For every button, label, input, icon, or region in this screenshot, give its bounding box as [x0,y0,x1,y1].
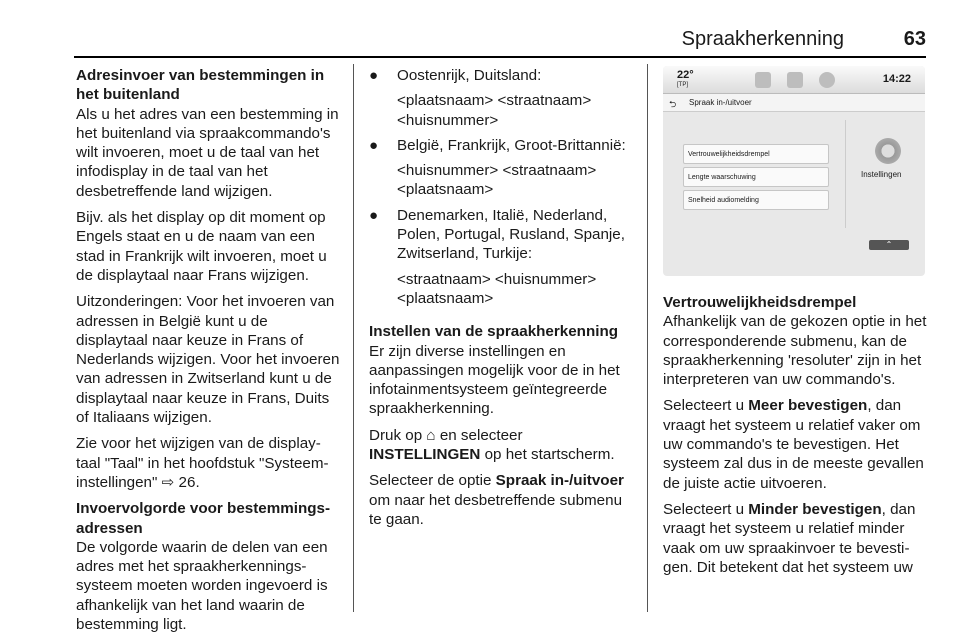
tp-indicator: [TP] [677,82,689,88]
address-format: <huisnummer> <straatnaam> <plaatsnaam> [397,162,597,199]
paragraph: Zie voor het wijzigen van de displaytaal "Taal" in het hoofdstuk "Systeeminstellingen" ⇨ 26. [76,435,329,491]
paragraph: Er zijn diverse instellingen en aanpassingen mogelijk voor de in het infotainmentsysteem geïntegreerde spraakherkenning. [369,342,620,418]
column-3 [663,293,927,584]
paragraph: Druk op ⌂ en selecteer INSTELLINGEN op het startscherm. [369,426,615,464]
paragraph: De volgorde waarin de delen van een adres met het spraakherkenningssysteem moeten worden ingevoerd is afhankelijk van het land waarin de bestemming ligt. [76,538,328,634]
address-format: <plaatsnaam> <straatnaam> <huisnummer> [397,92,592,129]
chevron-up-icon: ⌃ [869,240,909,250]
paragraph: Bijv. als het display op dit moment op Engels staat en u de naam van een stad in Frankrijk wilt invoeren, moet u de displaytaal naar Frans wijzigen. [76,209,327,284]
column-1 [76,66,340,641]
list-item: ● Oostenrijk, Duitsland: [369,67,542,84]
bullet-icon: ● [369,206,379,224]
circle-icon [819,72,835,88]
list-item: ● België, Frankrijk, Groot-Brittannië: [369,136,626,154]
back-icon: ⮌ [669,99,677,109]
clock: 14:22 [882,73,911,85]
paragraph: Selecteert u Meer bevestigen, dan vraagt het systeem u relatief vaker om uw commando's te bevestigen. Het systeem zal dus in de meeste gevallen de juiste actie uitvoeren. [663,397,924,492]
screen-status-bar [663,66,925,94]
screen-menu-item: Snelheid audiomelding [683,190,829,210]
column-divider [647,64,648,612]
section-title: Spraakherkenning [681,28,844,50]
address-format: <straatnaam> <huisnummer> <plaatsnaam> [397,270,597,307]
music-icon [755,72,771,88]
infotainment-screen-image [663,66,925,276]
temperature: 22° [677,69,694,81]
paragraph: Selecteer de optie Spraak in-/uitvoer om naar het desbetreffende submenu te gaan. [369,472,624,528]
heading-foreign-address: Adresinvoer van bestemmingen in het buitenland [76,67,325,104]
screen-title: Spraak in-/uitvoer [689,98,752,107]
heading-input-order: Invoervolgorde voor bestemmingsadressen [76,500,331,537]
paragraph: Selecteert u Minder bevestigen, dan vraagt het systeem u relatief minder vaak om uw spraakinvoer te bevestigen. Dit betekent dat het systeem uw [663,500,916,576]
home-icon: ⌂ [426,426,436,444]
heading-voice-settings: Instellen van de spraakherkenning [369,323,618,341]
page-header [74,22,926,58]
gear-icon [873,136,903,166]
paragraph: Afhankelijk van de gekozen optie in het corresponderende submenu, kan de spraakherkenning 'resoluter' zijn in het interpreteren van uw commando's. [663,313,927,389]
paragraph: Als u het adres van een bestemming in het buitenland via spraakcommando's wilt invoeren, moet u de taal van het infodisplay in de taal van het desbetreffende land wijzigen. [76,105,339,200]
heading-confidence-threshold: Vertrouwelijkheidsdrempel [663,294,857,311]
screen-menu-item: Lengte waarschuwing [683,167,829,187]
page-number: 63 [903,28,926,50]
column-divider [353,64,354,612]
screen-title-bar [663,94,925,112]
list-item: ● Denemarken, Italië, Nederland, Polen, Portugal, Rusland, Spanje, Zwitserland, Turkije: [369,206,625,263]
paragraph: Uitzonderingen: Voor het invoeren van adressen in België kunt u de displaytaal naar keuze in Frans of Nederlands wijzigen. Voor het invoeren van adressen in Zwitserland kunt u de displaytaal naar keuze in Frans, Duits of Italiaans wijzigen. [76,293,340,427]
phone-icon [787,72,803,88]
screen-menu-item: Vertrouwelijkheidsdrempel [683,144,829,164]
bullet-icon: ● [369,67,379,84]
settings-label: Instellingen [861,170,902,179]
bullet-icon: ● [369,136,379,154]
column-2 [369,66,632,536]
